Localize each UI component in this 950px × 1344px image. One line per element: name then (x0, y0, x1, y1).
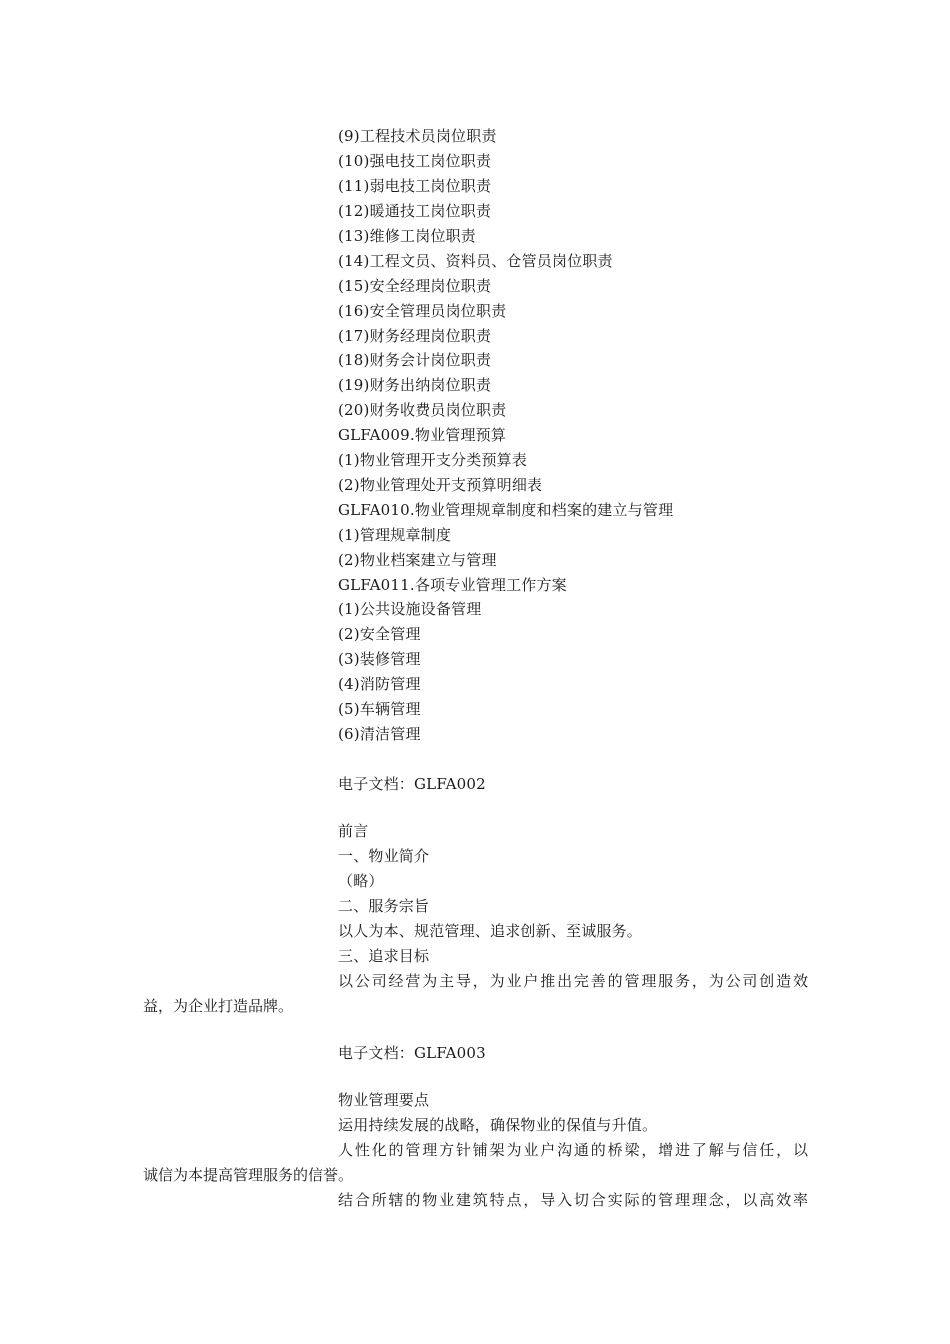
section-body-goal: 以公司经营为主导，为业户推出完善的管理服务，为公司创造效 (338, 972, 808, 990)
list-item: (15)安全经理岗位职责 (338, 277, 492, 295)
doc-header-glfa002: 电子文档：GLFA002 (338, 775, 486, 793)
list-item: (2)物业管理处开支预算明细表 (338, 476, 543, 494)
list-item: GLFA011.各项专业管理工作方案 (338, 576, 567, 594)
section-body-intro: （略） (338, 872, 384, 890)
list-item: (2)物业档案建立与管理 (338, 551, 497, 569)
section-body-goal-cont: 益，为企业打造品牌。 (143, 997, 294, 1015)
section-title-purpose: 二、服务宗旨 (338, 897, 430, 915)
paragraph-cont: 诚信为本提高管理服务的信誉。 (143, 1166, 354, 1184)
list-item: (4)消防管理 (338, 675, 421, 693)
list-item: (19)财务出纳岗位职责 (338, 376, 492, 394)
list-item: (17)财务经理岗位职责 (338, 327, 492, 345)
list-item: (16)安全管理员岗位职责 (338, 302, 507, 320)
doc-header-glfa003: 电子文档：GLFA003 (338, 1044, 486, 1062)
list-item: (1)物业管理开支分类预算表 (338, 451, 528, 469)
list-item: GLFA009.物业管理预算 (338, 426, 507, 444)
section-title-goal: 三、追求目标 (338, 947, 430, 965)
section-title-intro: 一、物业简介 (338, 847, 430, 865)
section-title-key-points: 物业管理要点 (338, 1091, 430, 1109)
list-item: (13)维修工岗位职责 (338, 227, 476, 245)
list-item: (2)安全管理 (338, 625, 421, 643)
list-item: (12)暖通技工岗位职责 (338, 202, 492, 220)
list-item: GLFA010.物业管理规章制度和档案的建立与管理 (338, 501, 674, 519)
list-item: (1)公共设施设备管理 (338, 600, 482, 618)
section-body-purpose: 以人为本、规范管理、追求创新、至诚服务。 (338, 922, 643, 940)
list-item: (14)工程文员、资料员、仓管员岗位职责 (338, 252, 613, 270)
list-item: (6)清洁管理 (338, 725, 421, 743)
list-item: (10)强电技工岗位职责 (338, 152, 492, 170)
paragraph: 运用持续发展的战略，确保物业的保值与升值。 (338, 1116, 658, 1134)
list-item: (20)财务收费员岗位职责 (338, 401, 507, 419)
list-item: (1)管理规章制度 (338, 526, 452, 544)
list-item: (5)车辆管理 (338, 700, 421, 718)
paragraph: 结合所辖的物业建筑特点，导入切合实际的管理理念，以高效率 (338, 1191, 808, 1209)
paragraph: 人性化的管理方针铺架为业户沟通的桥梁，增进了解与信任，以 (338, 1141, 808, 1159)
list-item: (18)财务会计岗位职责 (338, 351, 492, 369)
list-item: (9)工程技术员岗位职责 (338, 127, 497, 145)
list-item: (11)弱电技工岗位职责 (338, 177, 492, 195)
list-item: (3)装修管理 (338, 650, 421, 668)
section-title-preface: 前言 (338, 822, 369, 840)
